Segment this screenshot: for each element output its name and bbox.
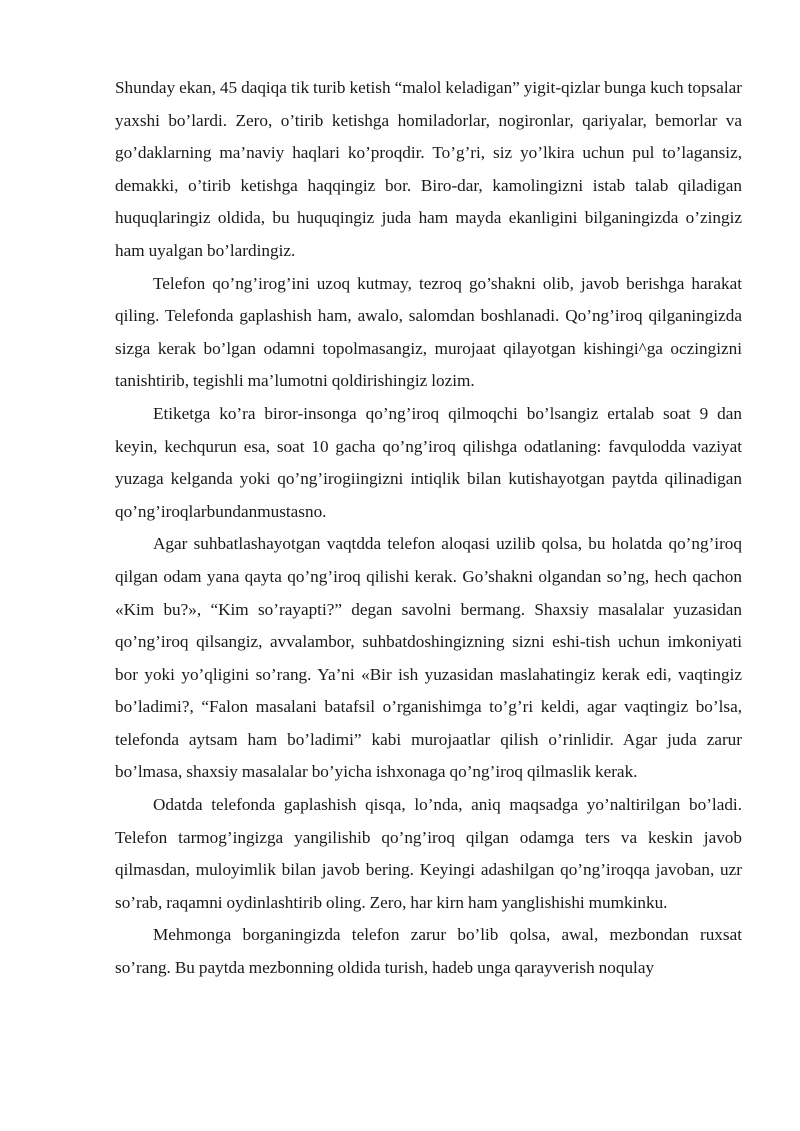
paragraph-3: Etiketga ko’ra biror-insonga qo’ng’iroq qilmoqchi bo’lsangiz ertalab soat 9 dan keyin, kechqurun esa, soat 10 gacha qo’ng’iroq qilishga odatlaning: favqulodda vaziyat yuzaga kelganda yoki qo’ng’irogiingizni intiqlik bilan kutishayotgan paytda qilinadigan qo’ng’iroqlarbundanmustasno. — [115, 403, 742, 521]
paragraph-2: Telefon qo’ng’irog’ini uzoq kutmay, tezroq go’shakni olib, javob berishga harakat qiling. Telefonda gaplashish ham, awalo, salomdan boshlanadi. Qo’ng’iroq qilganingizda sizga kerak bo’lgan odamni topolmasangiz, murojaat qilayotgan kishingi^ga oczingizni tanishtirib, tegishli ma’lumotni qoldirishingiz lozim. — [115, 273, 742, 391]
document-page — [115, 72, 742, 985]
paragraph-1: Shunday ekan, 45 daqiqa tik turib ketish “malol keladigan” yigit-qizlar bunga kuch topsalar yaxshi bo’lardi. Zero, o’tirib ketishga homiladorlar, nogironlar, qariyalar, bemorlar va go’daklarning ma’naviy haqlari ko’proqdir. To’g’ri, siz yo’lkira uchun pul to’lagansiz, demakki, o’tirib ketishga haqqingiz bor. Biro-dar, kamolingizni istab talab qiladigan huquqlaringiz oldida, bu huquqingiz juda ham mayda ekanligini bilganingizda o’zingiz ham uyalgan bo’lardingiz. — [115, 78, 742, 260]
paragraph-4: Agar suhbatlashayotgan vaqtdda telefon aloqasi uzilib qolsa, bu holatda qo’ng’iroq qilgan odam yana qayta qo’ng’iroq qilishi kerak. Go’shakni olgandan so’ng, hech qachon «Kim bu?», “Kim so’rayapti?” degan savolni bermang. Shaxsiy masalalar yuzasidan qo’ng’iroq qilsangiz, avvalambor, suhbatdoshingizning sizni eshi-tish uchun imkoniyati bor yoki yo’qligini so’rang. Ya’ni «Bir ish yuzasidan maslahatingiz kerak edi, vaqtingiz bo’ladimi?, “Falon masalani batafsil o’rganishimga to’g’ri keldi, agar vaqtingiz bo’lsa, telefonda aytsam ham bo’ladimi” kabi murojaatlar qilish o’rinlidir. Agar juda zarur bo’lmasa, shaxsiy masalalar bo’yicha ishxonaga qo’ng’iroq qilmaslik kerak. — [115, 534, 742, 782]
paragraph-5: Odatda telefonda gaplashish qisqa, lo’nda, aniq maqsadga yo’naltirilgan bo’ladi. Telefon tarmog’ingizga yangilishib qo’ng’iroq qilgan odamga ters va keskin javob qilmasdan, muloyimlik bilan javob bering. Keyingi adashilgan qo’ng’iroqqa javoban, uzr so’rab, raqamni oydinlashtirib oling. Zero, har kirn ham yanglishishi mumkinku. — [115, 795, 742, 912]
paragraph-6: Mehmonga borganingizda telefon zarur bo’lib qolsa, awal, mezbondan ruxsat so’rang. Bu paytda mezbonning oldida turish, hadeb unga qarayverish noqulay — [115, 925, 742, 978]
